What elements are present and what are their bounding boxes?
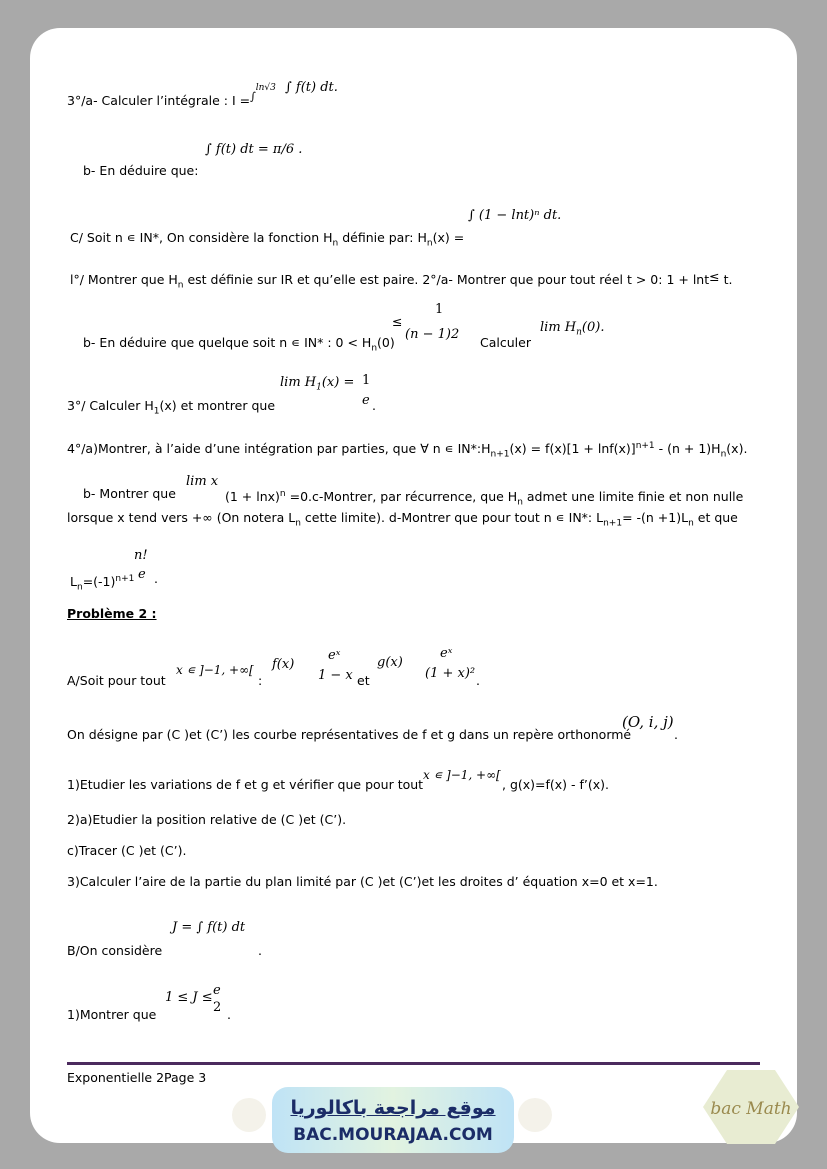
problem-2-heading: Problème 2 : — [67, 606, 157, 621]
frac-num-2: 1 — [362, 373, 371, 388]
domain-expr-1: x ∊ ]−1, +∞[ — [176, 663, 254, 677]
frac-num-3: n! — [134, 548, 148, 563]
q3-partC: 3°/ Calculer $H_1(x)$ et montrer que — [67, 398, 276, 417]
q4b-text-2: $(1 + \ln x)^n$ =0.c-Montrer, par récurrence, que $H_n$ admet une limite finie et non nulle — [225, 489, 744, 508]
q3a-text: 3°/a- Calculer l’intégrale : I = — [67, 93, 251, 108]
frac-den-1: (n − 1)2 — [405, 327, 460, 342]
j-bounds: 1 ≤ J ≤ — [165, 990, 213, 1005]
banner-arabic: موقع مراجعة باكالوريا — [290, 1097, 496, 1119]
integral-expr-3: ∫ (1 − lnt)ⁿ dt. — [468, 208, 562, 223]
g-of-x: g(x) — [377, 655, 403, 670]
q1-partC: l°/ Montrer que $H_n$ est définie sur IR et qu’elle est paire. 2°/a- Montrer que pour tout réel t > 0: 1 + lnt≤ t. — [70, 269, 733, 291]
j-integral: J = ∫ f(t) dt — [172, 920, 246, 935]
partC-intro: C/ Soit n ∊ IN*, On considère la fonction $H_n$ définie par: $H_n(x)$ = — [70, 230, 465, 249]
right-logo-icon — [518, 1098, 552, 1132]
domain-expr-2: x ∊ ]−1, +∞[ — [423, 768, 501, 782]
footer-label: Exponentielle 2Page 3 — [67, 1070, 207, 1085]
frac-num-4: e — [213, 983, 221, 998]
q4c-text: lorsque x tend vers +∞ (On notera $L_n$ cette limite). d-Montrer que pour tout n ∊ IN*: $L_{n+1}= -(n +1)L_n$ et que — [67, 510, 738, 529]
q3b-text: b- En déduire que: — [83, 163, 199, 178]
limit-x: lim x — [186, 474, 219, 489]
partB-intro: B/On considère — [67, 943, 163, 958]
banner-url: BAC.MOURAJAA.COM — [293, 1125, 493, 1145]
q2b-text: b- En déduire que quelque soit n ∊ IN* : $0 < H_n(0)$ — [83, 335, 395, 354]
le-symbol: ≤ — [392, 314, 403, 329]
footer-rule — [67, 1062, 760, 1065]
repere-expr: (O, i, j) — [622, 713, 674, 731]
calculer-label: Calculer — [480, 335, 531, 350]
frac-num-1: 1 — [435, 302, 444, 317]
bac-math-logo-icon — [697, 1068, 801, 1146]
svg-text:bac Math: bac Math — [710, 1099, 792, 1119]
q4b-text-1: b- Montrer que — [83, 486, 176, 501]
partA-intro: A/Soit pour tout — [67, 673, 166, 688]
f-of-x: f(x) — [272, 657, 295, 672]
frac-den-2: e — [362, 393, 370, 408]
q3-partA: 3)Calculer l’aire de la partie du plan limité par (C )et (C’)et les droites d’ équation x=0 et x=1. — [67, 874, 658, 889]
integral-expr-1: ∫ f(t) dt. — [285, 80, 338, 95]
f-den: 1 − x — [318, 668, 353, 683]
limit-h1: $\lim H_1(x)$ = — [280, 375, 355, 393]
site-banner[interactable] — [272, 1087, 514, 1153]
repere-text: On désigne par (C )et (C’) les courbe représentatives de f et g dans un repère orthonormé — [67, 727, 632, 742]
limit-h-zero: $\lim H_n(0)$. — [540, 320, 605, 338]
integral-expr-2: ∫ f(t) dt = π/6 . — [205, 142, 303, 157]
q1-partB: 1)Montrer que — [67, 1007, 157, 1022]
ln-formula: $L_n=(-1)^{n+1}$ — [70, 574, 135, 593]
g-den: (1 + x)² — [425, 666, 476, 681]
integral-limits: ∫$^{ln√3}$ — [250, 83, 276, 103]
frac-den-3: e — [138, 567, 146, 582]
q2c-partA: c)Tracer (C )et (C’). — [67, 843, 187, 858]
q1-partA: 1)Etudier les variations de f et g et vérifier que pour tout — [67, 777, 424, 792]
f-num: eˣ — [328, 648, 341, 663]
g-num: eˣ — [440, 646, 453, 661]
q4a-text: 4°/a)Montrer, à l’aide d’une intégration par parties, que ∀ n ∊ $IN*:H_{n+1}(x) = f(x)[1 + \ln f(x)]^{n+1} - (n + 1)H_n(x)$. — [67, 441, 748, 460]
document-page — [30, 28, 797, 1143]
left-logo-icon — [232, 1098, 266, 1132]
q2-partA: 2)a)Etudier la position relative de (C )et (C’). — [67, 812, 347, 827]
frac-den-4: 2 — [213, 1000, 222, 1015]
